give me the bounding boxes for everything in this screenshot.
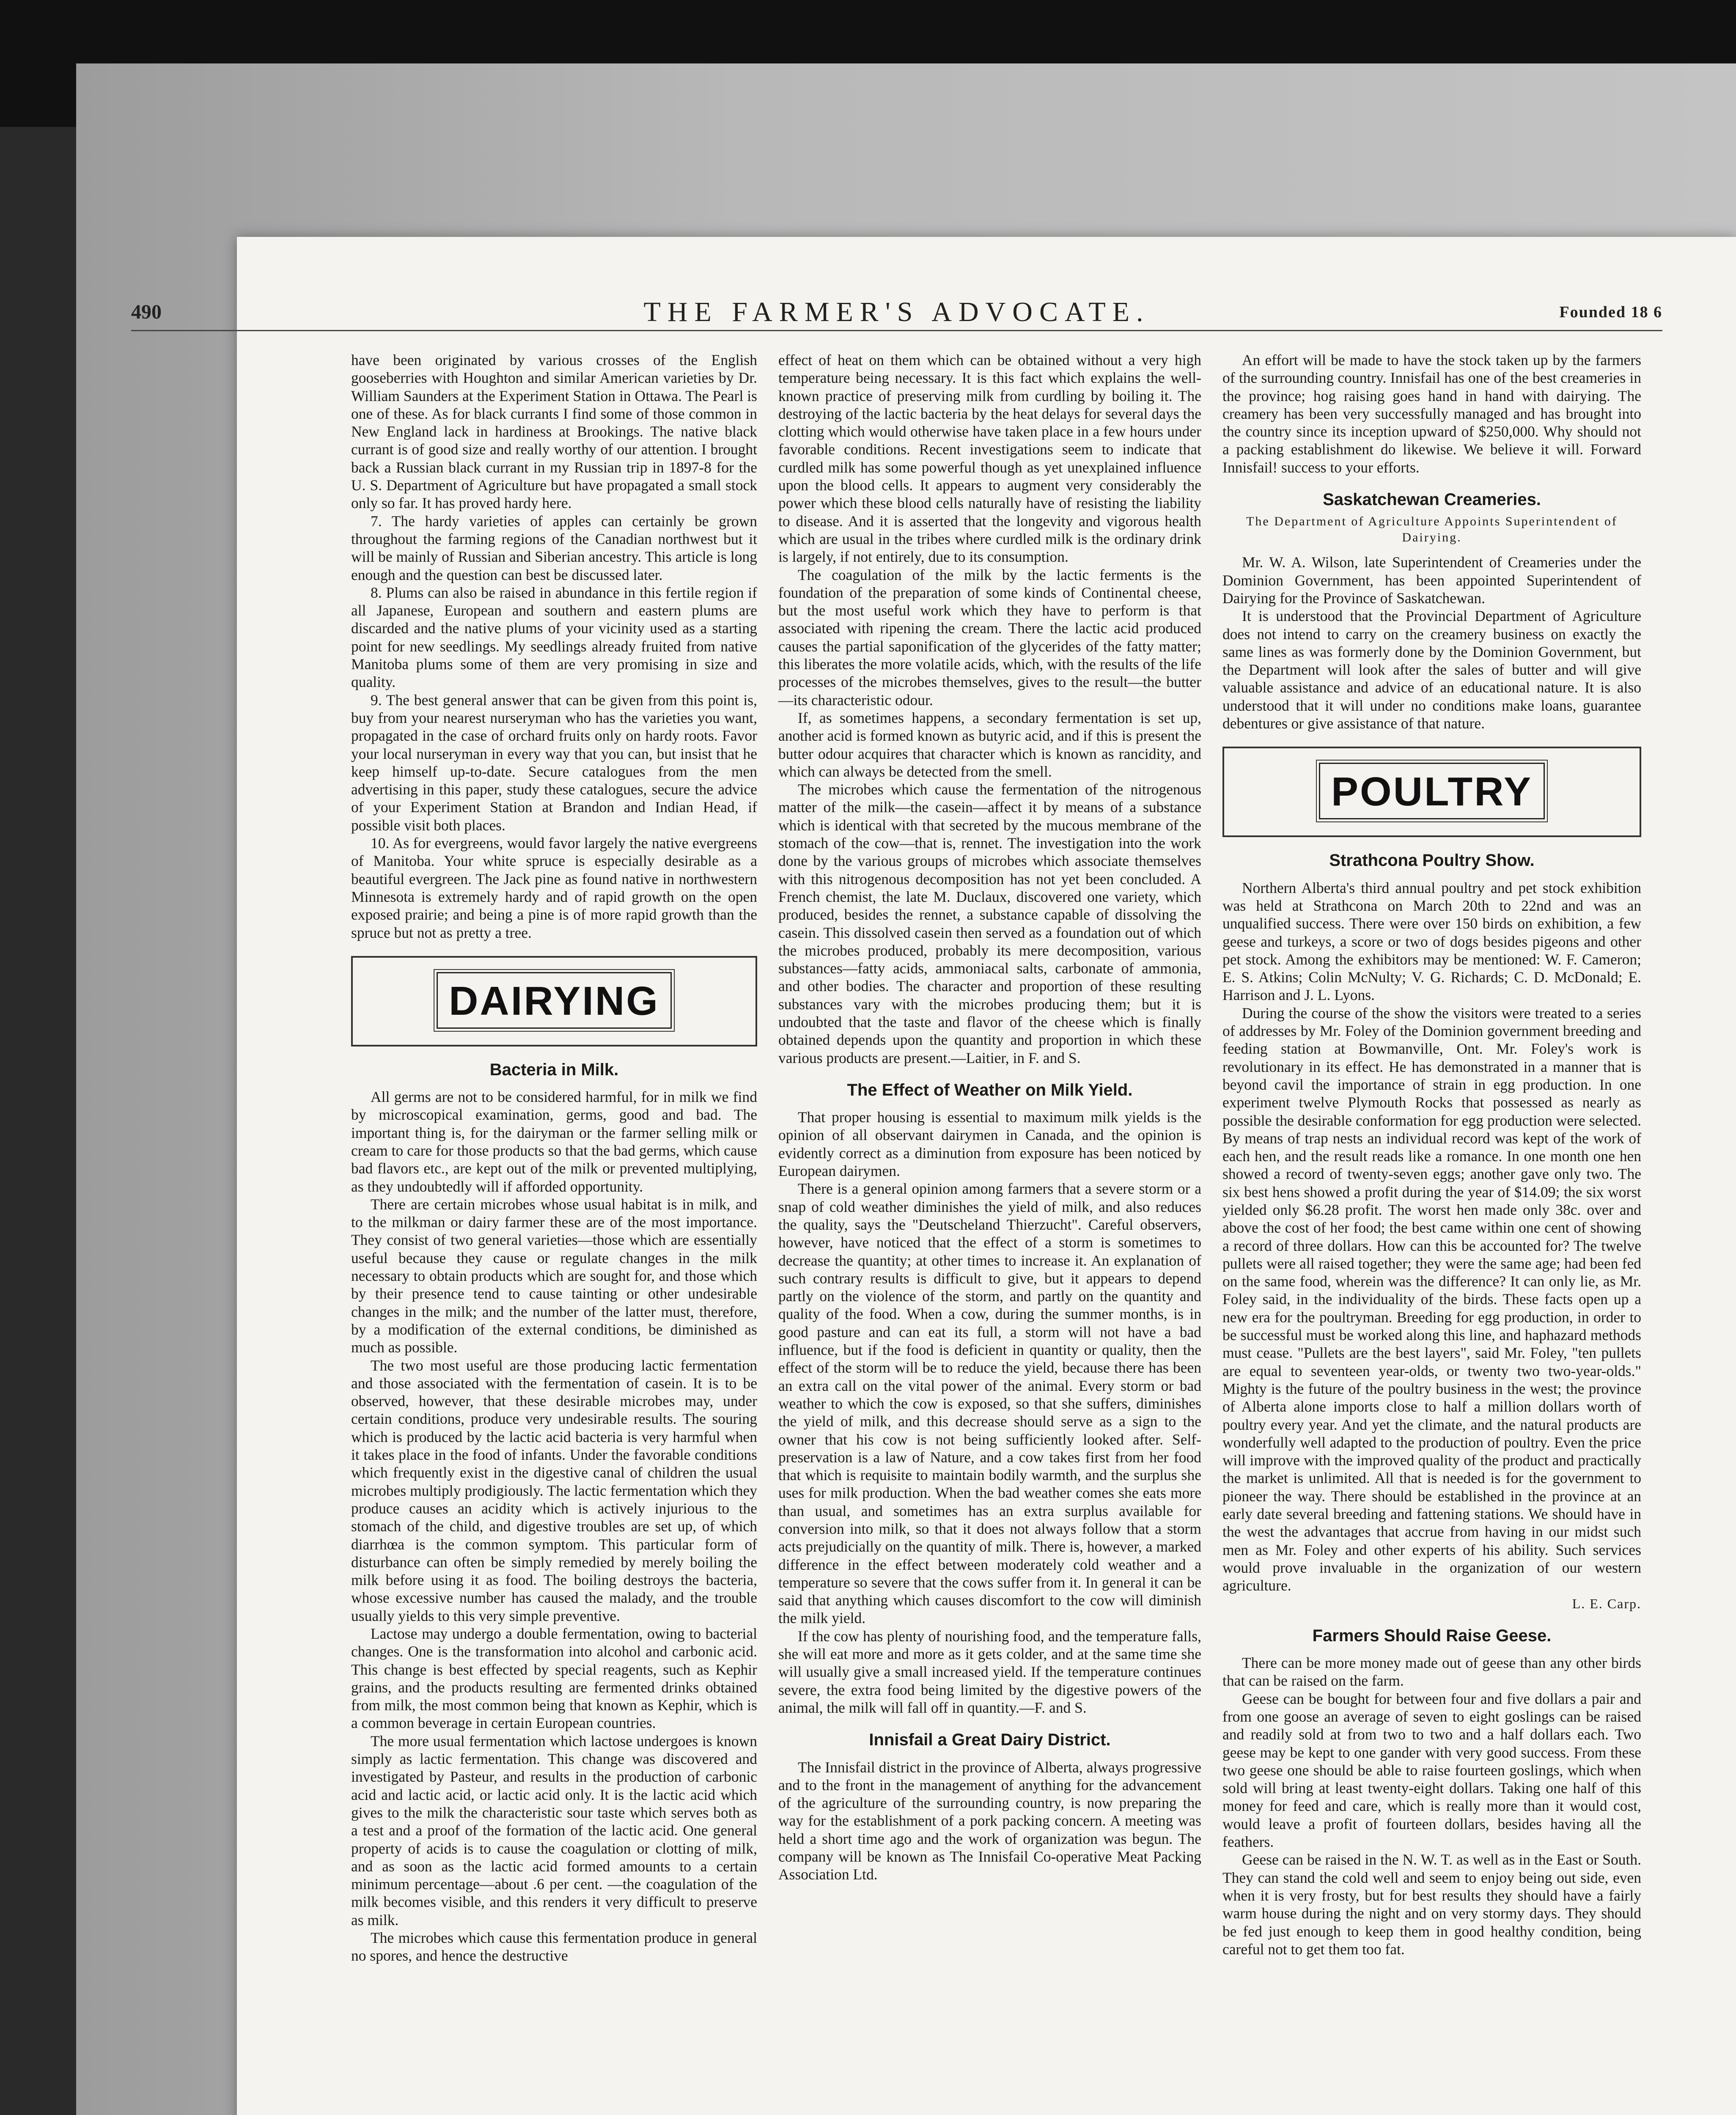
article-subheading: The Department of Agriculture Appoints Superintendent of Dairying. bbox=[1246, 514, 1618, 545]
paragraph: The microbes which cause this fermentation produce in general no spores, and hence the destructive bbox=[351, 1929, 757, 1964]
column-right bbox=[1222, 351, 1641, 1958]
paragraph: If the cow has plenty of nourishing food, and the temperature falls, she will eat more and more as it gets colder, and at the same time she will usually give a small increased yield. If the temperature continues severe, the extra food being limited by the digestive powers of the animal, the milk will fall off in quantity.—F. and S. bbox=[778, 1627, 1201, 1716]
column-middle bbox=[778, 351, 1201, 1884]
paragraph: Lactose may undergo a double fermentation, owing to bacterial changes. One is the transformation into alcohol and carbonic acid. This change is best effected by special reagents, such as Kephir grains, and the products resulting are fermented drinks obtained from milk, the most common being that known as Kephir, which is a common beverage in certain European countries. bbox=[351, 1625, 757, 1732]
paragraph: Geese can be raised in the N. W. T. as well as in the East or South. They can stand the cold well and seem to enjoy being out side, even when it is very frosty, but for best results they should have a fairly warm house during the night and on very stormy days. They should be fed just enough to keep them in good healthy condition, being careful not to get them too fat. bbox=[1222, 1851, 1641, 1958]
section-banner-dairying bbox=[351, 956, 757, 1047]
paragraph: Mr. W. A. Wilson, late Superintendent of Creameries under the Dominion Government, has been appointed Superintendent of Dairying for the Province of Saskatchewan. bbox=[1222, 554, 1641, 607]
article-heading: Farmers Should Raise Geese. bbox=[1312, 1626, 1552, 1645]
banner-label: POULTRY bbox=[1319, 763, 1545, 819]
paragraph: 8. Plums can also be raised in abundance in this fertile region if all Japanese, European and southern and eastern plums are discarded and the native plums of your vicinity used as a starting point for new seedlings. My seedlings already fruited from native Manitoba plums some of them are very promising in size and quality. bbox=[351, 584, 757, 691]
paragraph: have been originated by various crosses of the English gooseberries with Houghton and similar American varieties by Dr. William Saunders at the Experiment Station in Ottawa. The Pearl is one of these. As for black currants I find some of those common in New England lack in hardiness at Brookings. The native black currant is of good size and really worthy of our attention. I brought back a Russian black currant in my Russian trip in 1897-8 for the U. S. Department of Agriculture but have propagated a small stock only so far. It has proved hardy here. bbox=[351, 352, 757, 512]
article-heading: Strathcona Poultry Show. bbox=[1329, 851, 1535, 870]
article-heading: Saskatchewan Creameries. bbox=[1323, 490, 1541, 509]
article-heading: Bacteria in Milk. bbox=[489, 1060, 619, 1079]
paragraph: 7. The hardy varieties of apples can certainly be grown throughout the farming regions of the Canadian northwest but it will be mainly of Russian and Siberian ancestry. This article is long enough and the question can best be discussed later. bbox=[351, 512, 757, 583]
page-header bbox=[131, 297, 1662, 331]
founded-note: Founded 18 6 bbox=[1559, 303, 1662, 321]
paragraph: The microbes which cause the fermentation of the nitrogenous matter of the milk—the casein—affect it by means of a substance which is identical with that secreted by the mucous membrane of the stomach of the cow—that is, rennet. The investigation into the work done by the various groups of microbes which associate themselves with this nitrogenous decomposition has not yet been concluded. A French chemist, the late M. Duclaux, discovered one variety, which produced, besides the rennet, a substance capable of dissolving the casein. This dissolved casein then served as a foundation out of which the microbes produced, probably its mere decomposition, various substances—fatty acids, ammoniacal salts, carbonate of ammonia, and other bodies. The character and proportion of these resulting substances vary with the microbes producing them; but it is undoubted that the taste and flavor of the cheese which is finally obtained depends upon the quantity and proportion in which these various products are present.—Laitier, in F. and S. bbox=[778, 781, 1201, 1066]
paragraph: There is a general opinion among farmers that a severe storm or a snap of cold weather diminishes the yield of milk, and also reduces the quality, says the "Deutscheland Thierzucht". Careful observers, however, have noticed that the effect of a storm is sometimes to decrease the quantity; at other times to increase it. An explanation of such contrary results is difficult to give, but it appears to depend partly on the violence of the storm, and partly on the quantity and quality of the food. When a cow, during the summer months, is in good pasture and can eat its full, a storm will not have a bad influence, but if the food is deficient in quantity or quality, then the effect of the storm will be to reduce the yield, because there has been an extra call on the vital power of the animal. Every storm or bad weather to which the cow is exposed, so that she suffers, diminishes the yield of milk, and this decrease should serve as a sign to the owner that his cow is not being sufficiently looked after. Self-preservation is a law of Nature, and a cow takes first from her food that which is requisite to maintain bodily warmth, and the surplus she uses for milk production. When the bad weather comes she eats more than usual, and sometimes has an extra surplus available for conversion into milk, so that it does not always follow that a storm acts prejudicially on the quantity of milk. There is, however, a marked difference in the effect between moderately cold weather and a temperature so severe that the cows suffer from it. In general it can be said that anything which causes discomfort to the cow will diminish the milk yield. bbox=[778, 1180, 1201, 1627]
paragraph: An effort will be made to have the stock taken up by the farmers of the surrounding country. Innisfail has one of the best creameries in the province; hog raising goes hand in hand with dairying. The creamery has been very successfully managed and has brought into the country since its inception upward of $250,000. Why should not a packing establishment do likewise. We believe it will. Forward Innisfail! success to your efforts. bbox=[1222, 352, 1641, 476]
paragraph: There can be more money made out of geese than any other birds that can be raised on the farm. bbox=[1222, 1654, 1641, 1689]
paragraph: The Innisfail district in the province of Alberta, always progressive and to the front in the management of anything for the advancement of the agriculture of the surrounding country, is now preparing the way for the establishment of a pork packing concern. A meeting was held a short time ago and the work of organization was begun. The company will be known as The Innisfail Co-operative Meat Packing Association Ltd. bbox=[778, 1758, 1201, 1883]
author-signature: L. E. Carp. bbox=[1572, 1596, 1641, 1611]
paragraph: The two most useful are those producing lactic fermentation and those associated with the fermentation of casein. It is to be observed, however, that these desirable microbes may, under certain conditions, produce very undesirable results. The souring which is produced by the lactic acid bacteria is very harmful when it takes place in the food of infants. Under the favorable conditions which frequently exist in the digestive canal of children the usual microbes multiply prodigiously. The lactic fermentation which they produce causes an acidity which is actively injurious to the stomach of the child, and digestive troubles are set up, of which diarrhœa is the common symptom. This particular form of disturbance can often be simply remedied by merely boiling the milk before using it as food. The boiling destroys the bacteria, whose excessive number has caused the malady, and the trouble usually yields to this very simple preventive. bbox=[351, 1357, 757, 1624]
paragraph: Geese can be bought for between four and five dollars a pair and from one goose an average of seven to eight goslings can be raised and readily sold at from two to two and a half dollars each. Two geese may be kept to one gander with very good success. From these two geese one should be able to raise fourteen goslings, which when sold will bring at least twenty-eight dollars. Taking one half of this money for feed and care, which is really more than it would cost, would leave a profit of fourteen dollars, besides having all the feathers. bbox=[1222, 1690, 1641, 1851]
paragraph: During the course of the show the visitors were treated to a series of addresses by Mr. Foley of the Dominion government breeding and feeding station at Bowmanville, Ont. Mr. Foley's work is revolutionary in its effect. He has demonstrated in a manner that is beyond cavil the importance of strain in egg production. In one experiment twelve Plymouth Rocks that possessed as nearly as possible the desirable conformation for egg production were selected. By means of trap nests an individual record was kept of the work of each hen, and the result reads like a romance. In one month one hen showed a record of twenty-seven eggs; another gave only two. The six best hens showed a profit during the year of $14.09; the six worst yielded only $6.28 profit. The worst hen made only 38c. over and above the cost of her food; the best came within one cent of showing a record of three dollars. How can this be accounted for? The twelve pullets were all raised together; they were the same age; had been fed on the same food, wherein was the difference? It can only lie, as Mr. Foley said, in the individuality of the birds. These facts open up a new era for the poultryman. Breeding for egg production, in order to be successful must be worked along this line, and haphazard methods must cease. "Pullets are the best layers", said Mr. Foley, "ten pullets are equal to seventeen year-olds, or twenty two two-year-olds." Mighty is the future of the poultry business in the west; the province of Alberta alone imports close to half a million dollars worth of poultry every year. And yet the climate, and the natural products are wonderfully well adapted to the production of poultry. Even the price will improve with the improved quality of the product and practically the market is unlimited. All that is needed is for the government to pioneer the way. There should be established in the province at an early date several breeding and fattening stations. We should have in the west the advantages that accrue from having in our midst such men as Mr. Foley and other experts of his ability. Such services would prove invaluable in the organization of our western agriculture. bbox=[1222, 1004, 1641, 1594]
page-number: 490 bbox=[131, 301, 162, 323]
section-banner-poultry bbox=[1222, 747, 1641, 837]
article-heading: Innisfail a Great Dairy District. bbox=[869, 1730, 1111, 1750]
paragraph: That proper housing is essential to maximum milk yields is the opinion of all observant dairymen in Canada, and the opinion is evidently correct as a diminution from exposure has been noticed by European dairymen. bbox=[778, 1109, 1201, 1180]
paragraph: effect of heat on them which can be obtained without a very high temperature being necessary. It is this fact which explains the well-known practice of preserving milk from curdling by boiling it. The destroying of the lactic bacteria by the heat delays for several days the clotting which would otherwise have taken place in a few hours under favorable conditions. Recent investigations seem to indicate that curdled milk has some powerful though as yet unexplained influence upon the blood cells. It appears to augment very considerably the power which these blood cells naturally have of resisting the liability to disease. And it is asserted that the longevity and vigorous health which are usual in the tribes where curdled milk is the ordinary drink is largely, if not entirely, due to its consumption. bbox=[778, 352, 1201, 566]
banner-label: DAIRYING bbox=[437, 972, 672, 1029]
paragraph: 9. The best general answer that can be given from this point is, buy from your nearest nurseryman who has the varieties you want, propagated in the case of orchard fruits only on hardy roots. Favor your local nurseryman in every way that you can, but insist that he keep himself up-to-date. Secure catalogues from the men advertising in this paper, study these catalogues, secure the advice of your Experiment Station at Brandon and Indian Head, if possible visit both places. bbox=[351, 691, 757, 834]
column-left bbox=[351, 351, 757, 1965]
paragraph: Northern Alberta's third annual poultry and pet stock exhibition was held at Strathcona on March 20th to 22nd and was an unqualified success. There were over 150 birds on exhibition, a few geese and turkeys, a score or two of dogs besides pigeons and other pet stock. Among the exhibitors may be mentioned: W. F. Cameron; E. S. Atkins; Colin McNulty; V. G. Richards; C. D. McDonald; E. Harrison and J. L. Lyons. bbox=[1222, 879, 1641, 1004]
article-heading: The Effect of Weather on Milk Yield. bbox=[847, 1080, 1133, 1099]
paragraph: The more usual fermentation which lactose undergoes is known simply as lactic fermentation. This change was discovered and investigated by Pasteur, and results in the production of carbonic acid and lactic acid, or lactic acid only. It is the lactic acid which gives to the milk the characteristic sour taste which serves both as a test and a proof of the formation of the lactic acid. One general property of acids is to cause the coagulation or clotting of milk, and as soon as the lactic acid formed amounts to a certain minimum percentage—about .6 per cent. —the coagulation of the milk becomes visible, and this renders it very difficult to preserve as milk. bbox=[351, 1732, 757, 1928]
paragraph: All germs are not to be considered harmful, for in milk we find by microscopical examination, germs, good and bad. The important thing is, for the dairyman or the farmer selling milk or cream to care for those products so that the bad germs, which cause bad flavors etc., are kept out of the milk or prevented multiplying, as they undoubtedly will if afforded opportunity. bbox=[351, 1088, 757, 1195]
paragraph: If, as sometimes happens, a secondary fermentation is set up, another acid is formed known as butyric acid, and if this is present the butter odour acquires that character which is known as rancidity, and which can always be detected from the smell. bbox=[778, 709, 1201, 780]
publication-title: THE FARMER'S ADVOCATE. bbox=[643, 297, 1150, 327]
paragraph: The coagulation of the milk by the lactic ferments is the foundation of the preparation of some kinds of Continental cheese, but the most useful work which they have to perform is that associated with ripening the cream. There the lactic acid produced causes the partial saponification of the glycerides of the fatty matter; this liberates the more volatile acids, which, with the results of the life processes of the microbes themselves, gives to the result—the butter —its characteristic odour. bbox=[778, 566, 1201, 709]
paragraph: There are certain microbes whose usual habitat is in milk, and to the milkman or dairy farmer these are of the most importance. They consist of two general varieties—those which are essentially useful because they cause or regulate changes in the milk necessary to obtain products which are sought for, and those which by their presence tend to cause tainting or other undesirable changes in the milk; and the number of the latter must, therefore, by a modification of the external conditions, be diminished as much as possible. bbox=[351, 1195, 757, 1356]
paragraph: 10. As for evergreens, would favor largely the native evergreens of Manitoba. Your white spruce is especially desirable as a beautiful evergreen. The Jack pine as found native in northwestern Minnesota is extremely hardy and of rapid growth on the open exposed prairie; and being a pine is of more rapid growth than the spruce but not as pretty a tree. bbox=[351, 835, 757, 941]
paragraph: It is understood that the Provincial Department of Agriculture does not intend to carry on the creamery business on exactly the same lines as was formerly done by the Dominion Government, but the Department will look after the sales of butter and will give valuable assistance and advice of an educational nature. It is also understood that it will under no conditions make loans, guarantee debentures or give assistance of that nature. bbox=[1222, 607, 1641, 732]
